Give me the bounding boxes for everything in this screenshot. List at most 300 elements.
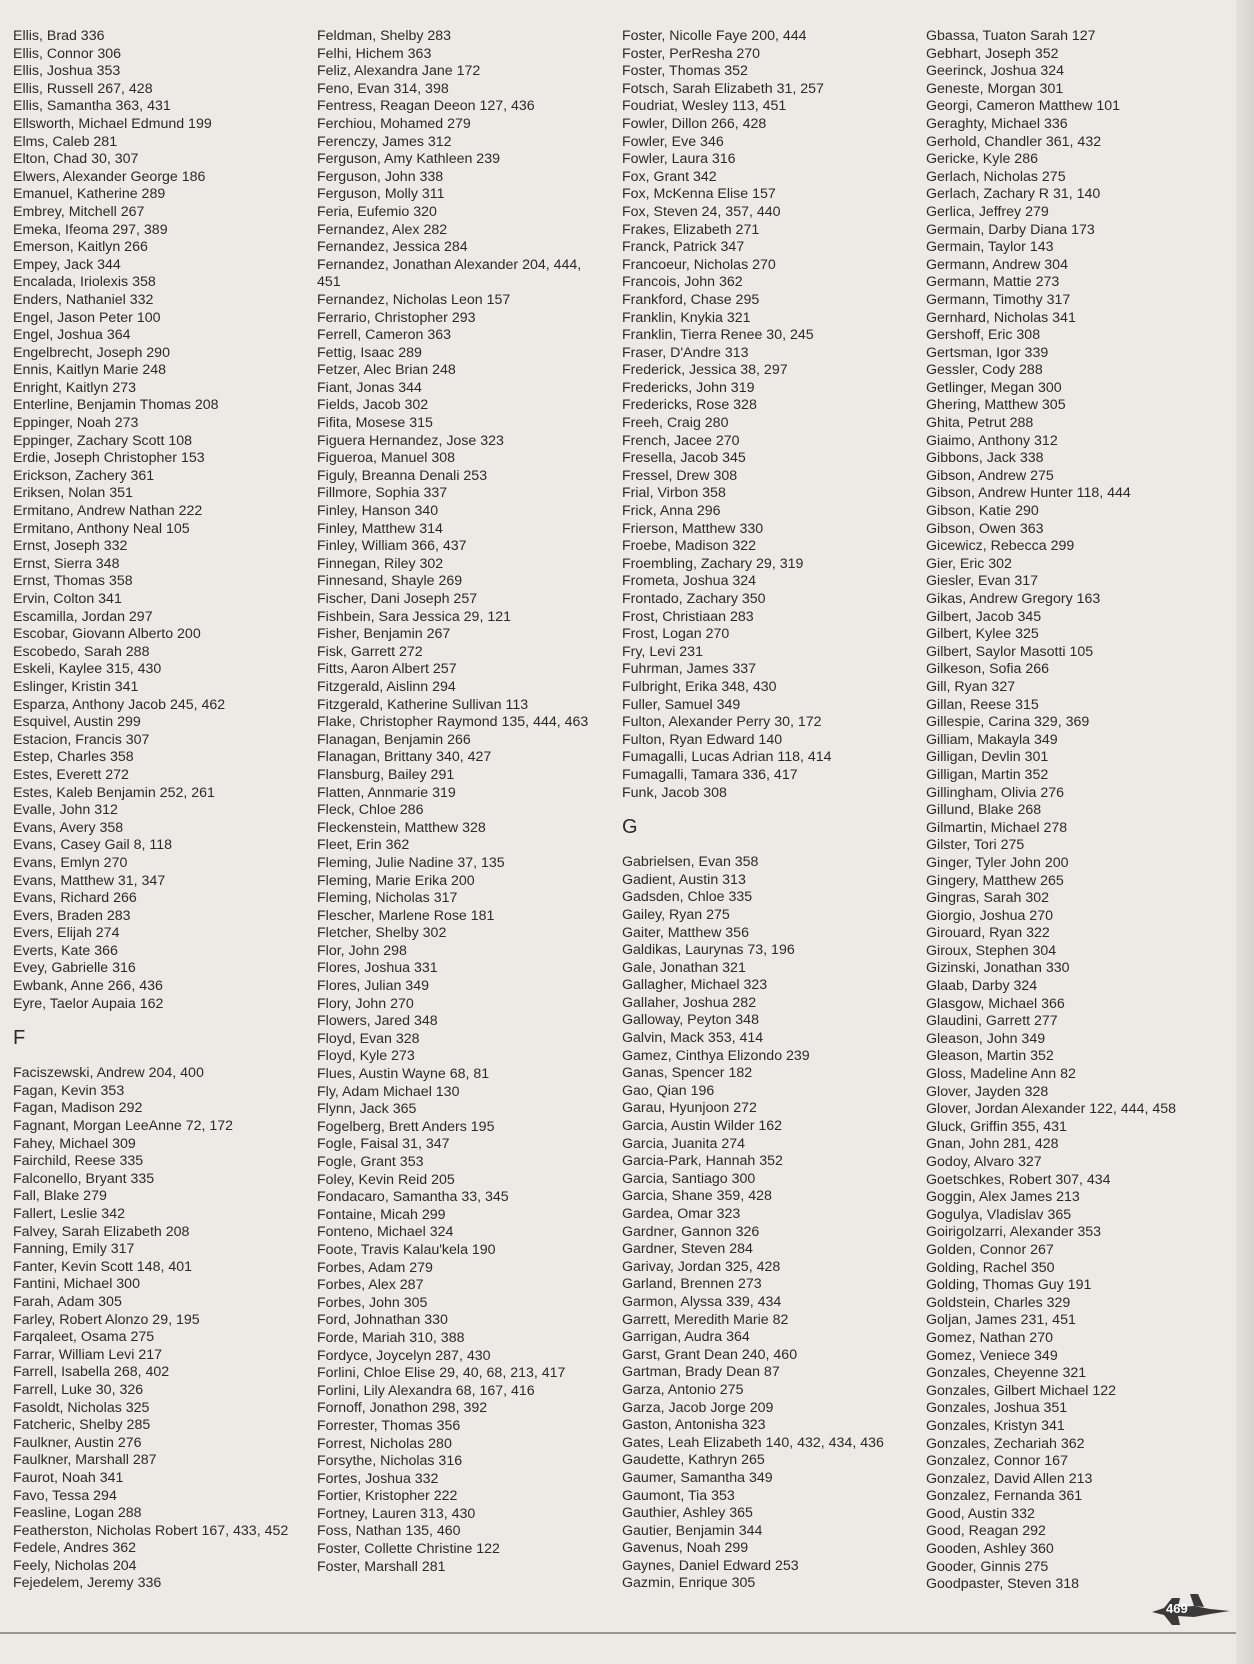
index-entry: Farah, Adam 305 — [13, 1293, 122, 1310]
index-entry: Ferrell, Cameron 363 — [317, 327, 452, 344]
index-entry: Engel, Joshua 364 — [13, 327, 131, 344]
index-entry: Gogulya, Vladislav 365 — [926, 1206, 1072, 1223]
index-entry: Garcia, Shane 359, 428 — [622, 1188, 772, 1205]
index-entry: Faciszewski, Andrew 204, 400 — [13, 1065, 204, 1082]
index-entry: Foss, Nathan 135, 460 — [317, 1523, 461, 1540]
index-entry: Enterline, Benjamin Thomas 208 — [13, 397, 219, 414]
index-entry: Francoeur, Nicholas 270 — [622, 256, 776, 273]
index-entry: Ghering, Matthew 305 — [926, 397, 1066, 414]
index-entry: Ernst, Joseph 332 — [13, 538, 128, 555]
index-entry: Fall, Blake 279 — [13, 1188, 107, 1205]
index-entry: Gadient, Austin 313 — [622, 871, 746, 888]
index-entry: Fiant, Jonas 344 — [317, 379, 422, 396]
index-entry: Goggin, Alex James 213 — [926, 1189, 1080, 1206]
index-entry: Figueroa, Manuel 308 — [317, 450, 456, 467]
index-entry: Fredericks, John 319 — [622, 379, 755, 396]
index-entry: Germain, Taylor 143 — [926, 239, 1054, 256]
index-entry: Fanning, Emily 317 — [13, 1241, 135, 1258]
index-entry: Fraser, D'Andre 313 — [622, 344, 749, 361]
index-entry: Gilligan, Martin 352 — [926, 766, 1049, 783]
index-entry: Farqaleet, Osama 275 — [13, 1329, 155, 1346]
index-entry: Gaynes, Daniel Edward 253 — [622, 1557, 799, 1574]
index-entry: Gertsman, Igor 339 — [926, 344, 1049, 361]
index-entry: Escamilla, Jordan 297 — [13, 608, 153, 625]
index-entry: Goljan, James 231, 451 — [926, 1312, 1076, 1329]
index-entry: Estacion, Francis 307 — [13, 731, 150, 748]
index-entry: Gates, Leah Elizabeth 140, 432, 434, 436 — [622, 1434, 884, 1451]
index-entry: Garrigan, Audra 364 — [622, 1329, 750, 1346]
index-entry: Fleet, Erin 362 — [317, 837, 410, 854]
index-entry: Fowler, Laura 316 — [622, 151, 736, 168]
index-entry: Geerinck, Joshua 324 — [926, 63, 1065, 80]
index-entry: Godoy, Alvaro 327 — [926, 1154, 1042, 1170]
index-entry: Gillund, Blake 268 — [926, 802, 1042, 819]
index-entry: Frometa, Joshua 324 — [622, 573, 757, 590]
index-entry: Foster, Nicolle Faye 200, 444 — [622, 28, 807, 44]
index-entry: Ferrario, Christopher 293 — [317, 309, 476, 326]
index-entry: Floyd, Evan 328 — [317, 1030, 420, 1047]
index-entry: Evers, Braden 283 — [13, 907, 131, 924]
index-entry: Ermitano, Andrew Nathan 222 — [13, 503, 203, 520]
index-entry: Flory, John 270 — [317, 995, 414, 1012]
index-entry: Gleason, John 349 — [926, 1030, 1046, 1047]
index-entry: Farrell, Luke 30, 326 — [13, 1381, 144, 1398]
index-entry: Gazmin, Enrique 305 — [622, 1575, 756, 1592]
index-entry: Fleming, Marie Erika 200 — [317, 872, 475, 889]
index-entry: Gilbert, Kylee 325 — [926, 626, 1039, 643]
index-entry: Froembling, Zachary 29, 319 — [622, 555, 804, 572]
index-entry: Fallert, Leslie 342 — [13, 1206, 125, 1222]
index-entry: Foudriat, Wesley 113, 451 — [622, 98, 787, 115]
index-entry: Getlinger, Megan 300 — [926, 379, 1062, 396]
index-entry: Funk, Jacob 308 — [622, 784, 727, 801]
index-entry: Fly, Adam Michael 130 — [317, 1083, 460, 1100]
index-entry: Feasline, Logan 288 — [13, 1505, 142, 1522]
index-entry: Faulkner, Austin 276 — [13, 1434, 142, 1451]
index-entry: Flanagan, Brittany 340, 427 — [317, 749, 492, 766]
index-entry: Garst, Grant Dean 240, 460 — [622, 1346, 798, 1363]
index-entry: Foster, Collette Christine 122 — [317, 1541, 500, 1558]
index-entry: Ghita, Petrut 288 — [926, 415, 1034, 432]
index-entry: Garland, Brennen 273 — [622, 1276, 762, 1293]
entry-list — [317, 28, 617, 1576]
index-entry: Farrar, William Levi 217 — [13, 1346, 163, 1363]
index-entry: Falconello, Bryant 335 — [13, 1170, 155, 1187]
index-entry: Embrey, Mitchell 267 — [13, 203, 145, 220]
index-entry: Flues, Austin Wayne 68, 81 — [317, 1066, 490, 1083]
index-entry: Flake, Christopher Raymond 135, 444, 463 — [317, 714, 589, 731]
index-entry: Flores, Julian 349 — [317, 978, 429, 995]
index-entry: Farrell, Isabella 268, 402 — [13, 1364, 170, 1381]
index-entry: Girouard, Ryan 322 — [926, 925, 1050, 942]
index-entry: Ferguson, Molly 311 — [317, 186, 445, 203]
index-entry: Evans, Casey Gail 8, 118 — [13, 837, 173, 854]
index-entry: Ernst, Thomas 358 — [13, 573, 133, 590]
index-entry: Gill, Ryan 327 — [926, 678, 1016, 695]
index-entry: Fagan, Kevin 353 — [13, 1082, 125, 1099]
index-entry: Giorgio, Joshua 270 — [926, 907, 1053, 924]
index-entry: Fressel, Drew 308 — [622, 467, 738, 484]
index-entry: Fumagalli, Tamara 336, 417 — [622, 766, 798, 783]
index-entry: Geraghty, Michael 336 — [926, 115, 1068, 132]
entry-list — [926, 28, 1226, 1594]
index-entry: Ellsworth, Michael Edmund 199 — [13, 115, 212, 132]
index-entry: Gavenus, Noah 299 — [622, 1540, 749, 1557]
index-entry: Fettig, Isaac 289 — [317, 344, 422, 361]
index-entry: Fagan, Madison 292 — [13, 1100, 143, 1117]
index-entry: Ernst, Sierra 348 — [13, 555, 120, 572]
index-entry: Emanuel, Katherine 289 — [13, 186, 166, 203]
index-entry: Gebhart, Joseph 352 — [926, 45, 1059, 62]
index-entry: Ellis, Joshua 353 — [13, 63, 121, 80]
index-entry: Engelbrecht, Joseph 290 — [13, 344, 170, 361]
index-entry: Gartman, Brady Dean 87 — [622, 1364, 780, 1381]
index-entry: Giaimo, Anthony 312 — [926, 432, 1058, 449]
index-entry: Golding, Thomas Guy 191 — [926, 1277, 1092, 1294]
index-entry: Gaumer, Samantha 349 — [622, 1469, 773, 1486]
index-entry: Figuera Hernandez, Jose 323 — [317, 432, 504, 449]
index-entry: Froebe, Madison 322 — [622, 538, 757, 555]
index-entry: Escobar, Giovann Alberto 200 — [13, 626, 201, 643]
index-entry: Gardea, Omar 323 — [622, 1206, 741, 1222]
index-entry: Gloss, Madeline Ann 82 — [926, 1066, 1076, 1083]
index-entry: Gaumont, Tia 353 — [622, 1487, 735, 1504]
index-entry: Fulton, Alexander Perry 30, 172 — [622, 714, 822, 731]
index-entry: Flowers, Jared 348 — [317, 1013, 438, 1030]
index-entry: Enright, Kaitlyn 273 — [13, 379, 137, 396]
index-entry: Ellis, Brad 336 — [13, 28, 105, 44]
index-entry: Fortney, Lauren 313, 430 — [317, 1505, 476, 1522]
index-entry: Fantini, Michael 300 — [13, 1276, 140, 1293]
index-entry: Golding, Rachel 350 — [926, 1259, 1055, 1276]
index-entry: Gilster, Tori 275 — [926, 837, 1025, 854]
index-entry: Eyre, Taelor Aupaia 162 — [13, 995, 164, 1012]
index-entry: Frontado, Zachary 350 — [622, 591, 766, 607]
index-entry: Forsythe, Nicholas 316 — [317, 1453, 463, 1470]
index-entry: Elton, Chad 30, 307 — [13, 151, 139, 168]
index-entry: Gerlach, Zachary R 31, 140 — [926, 186, 1101, 203]
index-entry: Goetschkes, Robert 307, 434 — [926, 1171, 1111, 1188]
index-entry: Georgi, Cameron Matthew 101 — [926, 98, 1120, 115]
index-entry: Gooden, Ashley 360 — [926, 1541, 1054, 1558]
index-entry: Glaab, Darby 324 — [926, 978, 1038, 995]
index-entry: Gonzales, Kristyn 341 — [926, 1417, 1065, 1434]
index-entry: Gilbert, Jacob 345 — [926, 608, 1042, 625]
index-entry: Frick, Anna 296 — [622, 503, 721, 520]
index-entry: Ellis, Russell 267, 428 — [13, 80, 153, 97]
index-entry: Foley, Kevin Reid 205 — [317, 1171, 455, 1188]
index-entry: Esquivel, Austin 299 — [13, 714, 141, 731]
index-entry: Garivay, Jordan 325, 428 — [622, 1258, 781, 1275]
page-number: 469 — [1166, 1601, 1188, 1616]
index-entry: Fulton, Ryan Edward 140 — [622, 731, 783, 748]
index-entry: Fleming, Nicholas 317 — [317, 890, 458, 907]
index-entry: Fleckenstein, Matthew 328 — [317, 819, 486, 836]
index-entry: Forrest, Nicholas 280 — [317, 1435, 452, 1452]
index-entry: Galvin, Mack 353, 414 — [622, 1030, 764, 1047]
index-entry: Golden, Connor 267 — [926, 1241, 1054, 1258]
index-entry: Elwers, Alexander George 186 — [13, 168, 206, 185]
index-entry: Floyd, Kyle 273 — [317, 1048, 415, 1065]
index-entry: Fisher, Benjamin 267 — [317, 626, 451, 643]
index-entry: Flescher, Marlene Rose 181 — [317, 907, 495, 924]
index-entry: Eppinger, Zachary Scott 108 — [13, 432, 193, 449]
index-entry: Gailey, Ryan 275 — [622, 906, 730, 923]
index-entry: Glover, Jayden 328 — [926, 1083, 1049, 1100]
index-entry: French, Jacee 270 — [622, 432, 740, 449]
index-entry: Fox, Steven 24, 357, 440 — [622, 203, 781, 220]
index-entry: Garza, Jacob Jorge 209 — [622, 1399, 774, 1416]
index-entry: Fasoldt, Nicholas 325 — [13, 1399, 150, 1416]
index-entry: Gomez, Veniece 349 — [926, 1347, 1058, 1364]
index-entry: Forbes, Adam 279 — [317, 1259, 433, 1276]
index-entry: Fotsch, Sarah Elizabeth 31, 257 — [622, 80, 824, 97]
index-entry: Foster, PerResha 270 — [622, 45, 761, 62]
index-entry: Fortes, Joshua 332 — [317, 1470, 439, 1487]
index-entry: Garcia-Park, Hannah 352 — [622, 1153, 783, 1170]
index-entry: Erickson, Zachery 361 — [13, 467, 155, 484]
index-entry: Finley, Matthew 314 — [317, 520, 443, 537]
index-entry: Ennis, Kaitlyn Marie 248 — [13, 362, 166, 379]
index-entry: Figuly, Breanna Denali 253 — [317, 467, 488, 484]
index-entry: Gnan, John 281, 428 — [926, 1136, 1059, 1153]
index-entry: Frial, Virbon 358 — [622, 485, 726, 502]
index-entry: Feliz, Alexandra Jane 172 — [317, 63, 481, 80]
index-entry: Gauthier, Ashley 365 — [622, 1505, 753, 1522]
index-entry: Germain, Darby Diana 173 — [926, 221, 1095, 238]
index-entry: Flansburg, Bailey 291 — [317, 766, 455, 783]
index-entry: Feely, Nicholas 204 — [13, 1557, 137, 1574]
index-entry: Fogelberg, Brett Anders 195 — [317, 1118, 495, 1135]
index-entry: Gingras, Sarah 302 — [926, 890, 1050, 907]
index-entry: Gilligan, Devlin 301 — [926, 749, 1049, 766]
index-entry: Evalle, John 312 — [13, 802, 118, 819]
index-entry: Frost, Christiaan 283 — [622, 608, 754, 625]
index-entry: Fejedelem, Jeremy 336 — [13, 1575, 162, 1592]
index-entry: Giesler, Evan 317 — [926, 573, 1038, 590]
index-entry: Frederick, Jessica 38, 297 — [622, 362, 788, 379]
index-entry: Gibson, Katie 290 — [926, 503, 1039, 520]
index-entry: Fordyce, Joycelyn 287, 430 — [317, 1347, 491, 1364]
index-entry: Fatcheric, Shelby 285 — [13, 1417, 151, 1434]
index-entry: Emeka, Ifeoma 297, 389 — [13, 221, 168, 238]
index-entry: Gerlach, Nicholas 275 — [926, 168, 1066, 185]
index-entry: Gillespie, Carina 329, 369 — [926, 714, 1090, 731]
index-entry: Ferchiou, Mohamed 279 — [317, 115, 471, 132]
index-entry: Eslinger, Kristin 341 — [13, 678, 139, 695]
index-entry: Fishbein, Sara Jessica 29, 121 — [317, 608, 512, 625]
index-entry: Gonzalez, Connor 167 — [926, 1453, 1068, 1470]
index-entry: Fillmore, Sophia 337 — [317, 485, 448, 502]
index-entry: Fernandez, Alex 282 — [317, 221, 448, 238]
index-entry: Forde, Mariah 310, 388 — [317, 1329, 465, 1346]
index-entry: Fields, Jacob 302 — [317, 397, 429, 414]
index-entry: Gilmartin, Michael 278 — [926, 819, 1068, 836]
index-entry: Featherston, Nicholas Robert 167, 433, 452 — [13, 1522, 289, 1539]
index-entry: Fisk, Garrett 272 — [317, 643, 423, 660]
index-entry: Gonzalez, David Allen 213 — [926, 1470, 1093, 1487]
index-entry: Fitzgerald, Katherine Sullivan 113 — [317, 696, 529, 713]
entry-list — [622, 28, 922, 802]
index-entry: Glasgow, Michael 366 — [926, 995, 1065, 1012]
index-entry: Evans, Richard 266 — [13, 890, 137, 907]
index-entry: Gonzales, Zechariah 362 — [926, 1435, 1085, 1452]
index-entry: Fondacaro, Samantha 33, 345 — [317, 1189, 509, 1206]
index-entry: Evans, Avery 358 — [13, 819, 124, 836]
index-entry: Fairchild, Reese 335 — [13, 1153, 144, 1170]
index-entry: Esparza, Anthony Jacob 245, 462 — [13, 696, 226, 713]
index-entry: Fulbright, Erika 348, 430 — [622, 678, 777, 695]
index-entry: Everts, Kate 366 — [13, 942, 118, 959]
index-entry: Ervin, Colton 341 — [13, 591, 122, 607]
index-entry: Finnegan, Riley 302 — [317, 555, 444, 572]
index-entry: Empey, Jack 344 — [13, 256, 121, 273]
index-entry: Garmon, Alyssa 339, 434 — [622, 1293, 782, 1310]
book-spine-shadow — [1236, 0, 1254, 1664]
index-entry: Falvey, Sarah Elizabeth 208 — [13, 1223, 190, 1240]
index-entry: Faurot, Noah 341 — [13, 1469, 124, 1486]
index-entry: Garcia, Austin Wilder 162 — [622, 1118, 783, 1135]
index-entry: Gadsden, Chloe 335 — [622, 889, 753, 906]
index-entry: Feldman, Shelby 283 — [317, 28, 452, 44]
index-entry: Finnesand, Shayle 269 — [317, 573, 463, 590]
index-entry: Garau, Hyunjoon 272 — [622, 1100, 757, 1117]
index-entry: Gilkeson, Sofia 266 — [926, 661, 1050, 678]
index-entry: Eriksen, Nolan 351 — [13, 485, 133, 502]
index-entry: Gonzales, Joshua 351 — [926, 1400, 1068, 1417]
index-entry: Evans, Emlyn 270 — [13, 854, 128, 871]
index-entry: Giroux, Stephen 304 — [926, 942, 1057, 959]
index-entry: Garcia, Juanita 274 — [622, 1135, 746, 1152]
index-entry: Geneste, Morgan 301 — [926, 80, 1064, 97]
index-entry: Ferguson, John 338 — [317, 168, 444, 185]
index-entry: Forlini, Lily Alexandra 68, 167, 416 — [317, 1382, 535, 1399]
index-entry: Fitts, Aaron Albert 257 — [317, 661, 457, 678]
index-entry: Erdie, Joseph Christopher 153 — [13, 450, 205, 467]
index-entry: Farley, Robert Alonzo 29, 195 — [13, 1311, 200, 1328]
index-entry: Gaudette, Kathryn 265 — [622, 1452, 765, 1469]
index-entry: Freeh, Craig 280 — [622, 415, 729, 432]
index-entry: Ewbank, Anne 266, 436 — [13, 978, 163, 995]
index-entry: Fogle, Grant 353 — [317, 1154, 424, 1170]
index-column-4 — [926, 28, 1226, 1594]
index-entry: Finley, William 366, 437 — [317, 538, 467, 555]
index-entry: Galloway, Peyton 348 — [622, 1012, 759, 1029]
index-entry: Gibbons, Jack 338 — [926, 450, 1044, 467]
index-entry: Gericke, Kyle 286 — [926, 151, 1038, 168]
index-entry: Fonteno, Michael 324 — [317, 1224, 454, 1241]
index-entry: Gale, Jonathan 321 — [622, 959, 746, 976]
index-entry: Elms, Caleb 281 — [13, 133, 118, 150]
index-entry: Flatten, Annmarie 319 — [317, 784, 456, 801]
index-entry: Frankford, Chase 295 — [622, 291, 760, 308]
index-entry: Forbes, Alex 287 — [317, 1277, 424, 1294]
index-column-1 — [13, 28, 313, 1593]
index-entry: Flanagan, Benjamin 266 — [317, 731, 471, 748]
index-entry: Gluck, Griffin 355, 431 — [926, 1118, 1067, 1135]
index-entry: Frierson, Matthew 330 — [622, 520, 764, 537]
index-entry: Glover, Jordan Alexander 122, 444, 458 — [926, 1101, 1177, 1118]
index-entry: Foster, Thomas 352 — [622, 63, 748, 80]
index-entry: Gonzalez, Fernanda 361 — [926, 1488, 1083, 1505]
index-entry: Fuhrman, James 337 — [622, 661, 757, 678]
index-entry: Gizinski, Jonathan 330 — [926, 960, 1070, 977]
index-columns — [13, 28, 1223, 1618]
index-entry: Fanter, Kevin Scott 148, 401 — [13, 1258, 193, 1275]
index-entry: Fumagalli, Lucas Adrian 118, 414 — [622, 749, 832, 766]
index-entry: Gardner, Steven 284 — [622, 1241, 753, 1258]
index-entry: Good, Austin 332 — [926, 1505, 1035, 1522]
index-entry: Goodpaster, Steven 318 — [926, 1576, 1080, 1593]
index-entry: Gingery, Matthew 265 — [926, 872, 1064, 889]
index-entry: Ferenczy, James 312 — [317, 133, 452, 150]
index-entry: Fedele, Andres 362 — [13, 1540, 137, 1557]
index-entry: Estep, Charles 358 — [13, 749, 134, 766]
index-entry: Frakes, Elizabeth 271 — [622, 221, 760, 238]
index-entry: Garcia, Santiago 300 — [622, 1170, 756, 1187]
index-entry: Estes, Kaleb Benjamin 252, 261 — [13, 784, 215, 801]
index-entry: Germann, Timothy 317 — [926, 291, 1071, 308]
index-entry: Fleck, Chloe 286 — [317, 802, 424, 819]
index-entry: Franklin, Tierra Renee 30, 245 — [622, 327, 814, 344]
index-entry: Foote, Travis Kalau'kela 190 — [317, 1241, 496, 1258]
index-entry: Fetzer, Alec Brian 248 — [317, 362, 456, 379]
footer-rule — [0, 1632, 1236, 1634]
index-entry: Flores, Joshua 331 — [317, 960, 438, 977]
index-entry: Forrester, Thomas 356 — [317, 1417, 461, 1434]
index-entry: Gikas, Andrew Gregory 163 — [926, 591, 1101, 607]
index-entry: Gibson, Owen 363 — [926, 520, 1044, 537]
index-entry: Gicewicz, Rebecca 299 — [926, 538, 1075, 555]
index-entry: Feria, Eufemio 320 — [317, 203, 437, 220]
entry-list — [13, 1065, 313, 1593]
jet-silhouette-icon — [1150, 1590, 1232, 1630]
entry-list — [13, 28, 313, 1013]
section-letter-f: F — [13, 1027, 26, 1050]
index-entry: Gillan, Reese 315 — [926, 696, 1039, 713]
index-entry: Fortier, Kristopher 222 — [317, 1488, 458, 1505]
index-entry: Fuller, Samuel 349 — [622, 696, 741, 713]
index-entry: Engel, Jason Peter 100 — [13, 309, 161, 326]
index-entry: Evans, Matthew 31, 347 — [13, 872, 166, 889]
index-entry: Gershoff, Eric 308 — [926, 327, 1041, 344]
index-entry: Fitzgerald, Aislinn 294 — [317, 678, 456, 695]
index-entry: Ellis, Samantha 363, 431 — [13, 98, 171, 115]
index-entry: Garrett, Meredith Marie 82 — [622, 1311, 789, 1328]
index-entry: Escobedo, Sarah 288 — [13, 643, 150, 660]
index-entry: Fowler, Eve 346 — [622, 133, 724, 150]
index-entry: Forlini, Chloe Elise 29, 40, 68, 213, 417 — [317, 1365, 566, 1382]
index-entry: Faulkner, Marshall 287 — [13, 1452, 157, 1469]
index-entry: Gautier, Benjamin 344 — [622, 1522, 763, 1539]
index-entry: Fischer, Dani Joseph 257 — [317, 591, 478, 607]
index-entry: Galdikas, Laurynas 73, 196 — [622, 942, 795, 959]
index-entry: Eskeli, Kaylee 315, 430 — [13, 661, 162, 678]
index-column-2 — [317, 28, 617, 1576]
index-entry: Gamez, Cinthya Elizondo 239 — [622, 1047, 810, 1064]
index-entry: Gaiter, Matthew 356 — [622, 924, 749, 941]
index-entry: Estes, Everett 272 — [13, 766, 129, 783]
index-entry: Favo, Tessa 294 — [13, 1487, 117, 1504]
index-entry: Gernhard, Nicholas 341 — [926, 309, 1076, 326]
index-entry: Gallaher, Joshua 282 — [622, 994, 757, 1011]
index-column-3 — [622, 28, 922, 1593]
index-entry: Gbassa, Tuaton Sarah 127 — [926, 28, 1096, 44]
index-entry: Gallagher, Michael 323 — [622, 977, 768, 994]
index-entry: Fontaine, Micah 299 — [317, 1206, 446, 1223]
index-entry: Fernandez, Nicholas Leon 157 — [317, 291, 511, 308]
index-entry: Ellis, Connor 306 — [13, 45, 122, 62]
